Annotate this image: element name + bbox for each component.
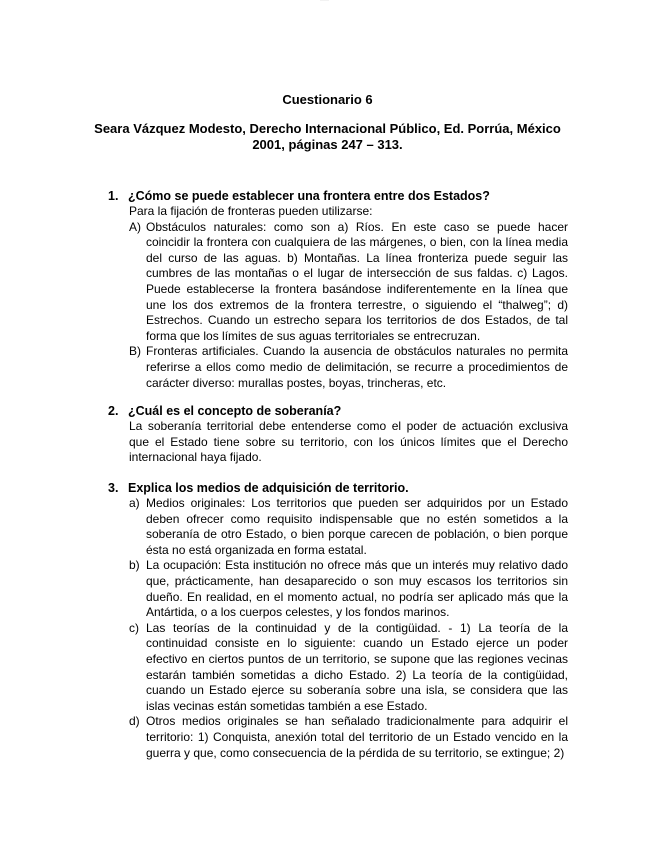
answer-item	[129, 714, 568, 761]
question-heading	[108, 480, 568, 496]
item-text: La ocupación: Esta institución no ofrece más que un interés muy relativo dado que, prácticamente, han desaparecido o son muy escasos los territorios sin dueño. En realidad, en el momento actual, no podría ser aplicado más que la Antártida, o a los cuerpos celestes, y los fondos marinos.	[146, 558, 568, 620]
item-marker: d)	[129, 714, 140, 729]
question-1	[108, 188, 568, 391]
question-text: ¿Cómo se puede establecer una frontera entre dos Estados?	[128, 189, 490, 203]
question-2	[108, 403, 568, 466]
top-mark	[320, 0, 330, 4]
item-text: Obstáculos naturales: como son a) Ríos. En este caso se puede hacer coincidir la frontera con cualquiera de las márgenes, o bien, con la línea media del curso de las aguas. b) Montañas. La línea fronteriza puede seguir las cumbres de las montañas o el lugar de intersección de sus faldas. c) Lagos. Puede establecerse la frontera basándose indiferentemente en la línea que une los dos extremos de la frontera terrestre, o siguiendo el “thalweg”; d) Estrechos. Cuando un estrecho separa los territorios de dos Estados, de tal forma que los límites de sus aguas territoriales se entrecruzan.	[146, 219, 568, 343]
answer-item	[129, 496, 568, 558]
item-marker: c)	[129, 620, 139, 635]
document-title: Cuestionario 6	[282, 92, 373, 107]
question-3	[108, 480, 568, 761]
answer-item	[129, 558, 568, 620]
answer-text: La soberanía territorial debe entenderse como el poder de actuación exclusiva que el Estado tiene sobre su territorio, con los únicos límites que el Derecho internacional haya fijado.	[129, 419, 568, 465]
question-text: Explica los medios de adquisición de territorio.	[128, 481, 409, 495]
answer-item	[129, 344, 568, 391]
question-number: 2.	[108, 404, 119, 418]
item-text: Medios originales: Los territorios que pueden ser adquiridos por un Estado deben ofrecer como requisito indispensable que no estén sometidos a la soberanía de otro Estado, o bien porque carecen de población, o bien porque ésta no está organizada en forma estatal.	[146, 496, 568, 557]
answer-intro: Para la fijación de fronteras pueden utilizarse:	[129, 204, 373, 218]
question-heading	[108, 188, 568, 204]
question-text: ¿Cuál es el concepto de soberanía?	[128, 404, 342, 418]
item-marker: A)	[129, 219, 141, 234]
answer-item	[129, 621, 568, 715]
item-marker: b)	[129, 558, 140, 573]
question-number: 3.	[108, 481, 119, 495]
document-source: Seara Vázquez Modesto, Derecho Internacional Público, Ed. Porrúa, México 2001, páginas 247 – 313.	[94, 121, 561, 152]
answer-item	[129, 220, 568, 345]
question-heading	[108, 403, 568, 419]
item-marker: a)	[129, 496, 140, 510]
item-text: Las teorías de la continuidad y de la contigüidad. - 1) La teoría de la continuidad consiste en lo siguiente: cuando un Estado ejerce un poder efectivo en ciertos puntos de un territorio, se supone que las regiones vecinas estarán también sometidas a dicho Estado. 2) La teoría de la contigüidad, cuando un Estado ejerce su soberanía sobre una isla, se considera que las islas vecinas están sometidas también a ese Estado.	[146, 620, 568, 713]
item-text: Otros medios originales se han señalado tradicionalmente para adquirir el territorio: 1) Conquista, anexión total del territorio de un Estado vencido en la guerra y que, como consecuencia de la pérdida de su territorio, se extingue; 2)	[146, 714, 568, 760]
item-marker: B)	[129, 344, 141, 359]
item-text: Fronteras artificiales. Cuando la ausencia de obstáculos naturales no permita referirse a ellos como medio de delimitación, se recurre a procedimientos de carácter diverso: murallas postes, boyas, trincheras, etc.	[146, 344, 568, 390]
question-number: 1.	[108, 189, 119, 203]
